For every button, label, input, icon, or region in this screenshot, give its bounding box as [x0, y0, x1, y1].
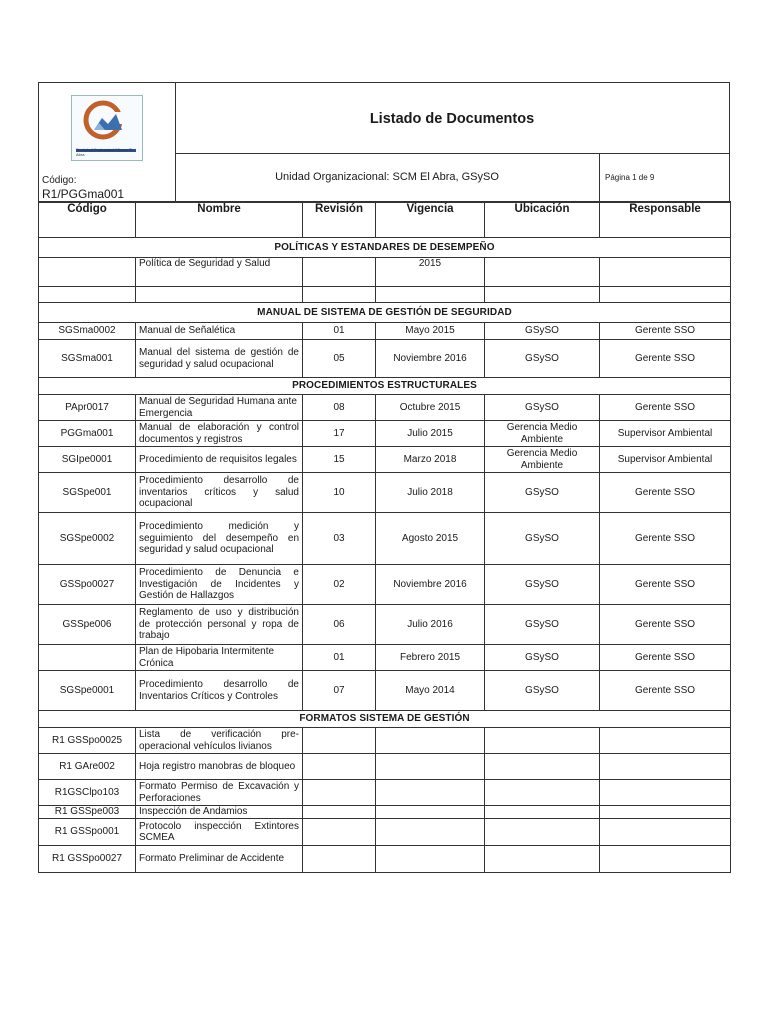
cell-ubicacion — [485, 846, 600, 873]
cell-nombre: Manual del sistema de gestión de seguridad y salud ocupacional — [136, 340, 303, 378]
cell-codigo: R1 GSSpo0027 — [39, 846, 136, 873]
logo-caption: Sociedad Contractual Minera El Abra — [76, 147, 133, 157]
cell-responsable — [600, 754, 731, 780]
cell-revision: 01 — [303, 323, 376, 340]
col-header-responsable: Responsable — [600, 202, 731, 238]
cell-ubicacion: GSySO — [485, 340, 600, 378]
cell-responsable — [600, 780, 731, 806]
table-row — [39, 395, 731, 421]
cell-revision: 05 — [303, 340, 376, 378]
unidad-organizacional: Unidad Organizacional: SCM El Abra, GSySO — [275, 171, 499, 183]
cell-nombre: Política de Seguridad y Salud — [136, 258, 303, 287]
cell-vigencia — [376, 806, 485, 819]
cell-ubicacion: Gerencia Medio Ambiente — [485, 447, 600, 473]
cell-revision: 02 — [303, 565, 376, 605]
cell-nombre: Protocolo inspección Extintores SCMEA — [136, 819, 303, 846]
codigo-value: R1/PGGma001 — [42, 187, 125, 201]
cell-revision — [303, 258, 376, 287]
empty-row — [39, 287, 731, 303]
cell-revision — [303, 846, 376, 873]
section-title: MANUAL DE SISTEMA DE GESTIÓN DE SEGURIDAD — [39, 303, 731, 323]
cell-nombre: Formato Permiso de Excavación y Perforaciones — [136, 780, 303, 806]
cell-responsable: Gerente SSO — [600, 323, 731, 340]
section-row — [39, 303, 731, 323]
table-row — [39, 421, 731, 447]
col-header-vigencia: Vigencia — [376, 202, 485, 238]
cell-nombre: Procedimiento de Denuncia e Investigación de Incidentes y Gestión de Hallazgos — [136, 565, 303, 605]
cell-ubicacion — [485, 754, 600, 780]
section-title: POLÍTICAS Y ESTANDARES DE DESEMPEÑO — [39, 238, 731, 258]
cell-ubicacion: GSySO — [485, 645, 600, 671]
cell-ubicacion: GSySO — [485, 323, 600, 340]
section-row — [39, 238, 731, 258]
section-row — [39, 711, 731, 728]
cell-vigencia — [376, 754, 485, 780]
document-header — [38, 82, 730, 203]
cell-nombre: Plan de Hipobaria Intermitente Crónica — [136, 645, 303, 671]
table-row — [39, 605, 731, 645]
cell-vigencia: Julio 2015 — [376, 421, 485, 447]
cell-vigencia — [376, 846, 485, 873]
cell-vigencia: Mayo 2015 — [376, 323, 485, 340]
cell-ubicacion: GSySO — [485, 565, 600, 605]
cell-vigencia — [376, 780, 485, 806]
cell-responsable: Gerente SSO — [600, 513, 731, 565]
document-title: Listado de Documentos — [369, 111, 535, 127]
cell-responsable: Gerente SSO — [600, 473, 731, 513]
cell-nombre: Hoja registro manobras de bloqueo — [136, 754, 303, 780]
cell-vigencia: 2015 — [376, 258, 485, 287]
cell-nombre: Manual de Señalética — [136, 323, 303, 340]
cell-codigo — [39, 258, 136, 287]
cell-vigencia: Julio 2016 — [376, 605, 485, 645]
codigo-label: Código: — [42, 175, 77, 186]
cell-revision — [303, 806, 376, 819]
cell-nombre: Reglamento de uso y distribución de protección personal y ropa de trabajo — [136, 605, 303, 645]
cell-ubicacion — [485, 258, 600, 287]
cell-vigencia: Agosto 2015 — [376, 513, 485, 565]
cell-ubicacion — [485, 780, 600, 806]
cell-revision: 10 — [303, 473, 376, 513]
cell-nombre: Inspección de Andamios — [136, 806, 303, 819]
table-row — [39, 323, 731, 340]
cell-vigencia: Febrero 2015 — [376, 645, 485, 671]
cell-codigo: SGSma0002 — [39, 323, 136, 340]
cell-codigo: SGSma001 — [39, 340, 136, 378]
cell-responsable: Gerente SSO — [600, 395, 731, 421]
cell-nombre: Manual de elaboración y control documentos y registros — [136, 421, 303, 447]
cell-ubicacion: GSySO — [485, 473, 600, 513]
col-header-codigo: Código — [39, 202, 136, 238]
table-row — [39, 473, 731, 513]
cell-codigo: SGSpe0002 — [39, 513, 136, 565]
cell-codigo: GSSpo0027 — [39, 565, 136, 605]
cell-revision — [303, 819, 376, 846]
page-number: Página 1 de 9 — [605, 173, 655, 182]
cell-responsable: Gerente SSO — [600, 645, 731, 671]
table-row — [39, 645, 731, 671]
unidad-cell — [175, 153, 600, 202]
table-row — [39, 819, 731, 846]
cell-ubicacion — [485, 728, 600, 754]
table-row — [39, 806, 731, 819]
cell-codigo: R1 GAre002 — [39, 754, 136, 780]
cell-codigo: PGGma001 — [39, 421, 136, 447]
col-header-revision: Revisión — [303, 202, 376, 238]
cell-codigo: SGSpe001 — [39, 473, 136, 513]
cell-nombre: Procedimiento desarrollo de inventarios críticos y salud ocupacional — [136, 473, 303, 513]
cell-vigencia — [376, 819, 485, 846]
cell-vigencia: Julio 2018 — [376, 473, 485, 513]
cell-nombre: Formato Preliminar de Accidente — [136, 846, 303, 873]
cell-revision: 06 — [303, 605, 376, 645]
cell-revision: 17 — [303, 421, 376, 447]
cell-revision: 07 — [303, 671, 376, 711]
cell-responsable: Gerente SSO — [600, 565, 731, 605]
cell-revision: 01 — [303, 645, 376, 671]
cell-ubicacion: GSySO — [485, 395, 600, 421]
cell-nombre: Lista de verificación pre-operacional vehículos livianos — [136, 728, 303, 754]
cell-responsable — [600, 819, 731, 846]
document-page — [38, 82, 730, 882]
cell-revision: 08 — [303, 395, 376, 421]
logo-cell — [39, 83, 176, 202]
cell-revision — [303, 754, 376, 780]
cell-revision: 15 — [303, 447, 376, 473]
col-header-ubicacion: Ubicación — [485, 202, 600, 238]
cell-revision — [303, 780, 376, 806]
cell-ubicacion: GSySO — [485, 671, 600, 711]
cell-revision: 03 — [303, 513, 376, 565]
cell-nombre: Manual de Seguridad Humana ante Emergencia — [136, 395, 303, 421]
cell-vigencia: Octubre 2015 — [376, 395, 485, 421]
table-row — [39, 258, 731, 287]
table-header-row — [39, 202, 731, 238]
section-row — [39, 378, 731, 395]
cell-vigencia — [376, 728, 485, 754]
cell-responsable — [600, 846, 731, 873]
cell-nombre: Procedimiento desarrollo de Inventarios Críticos y Controles — [136, 671, 303, 711]
company-logo — [71, 95, 143, 161]
cell-codigo: PApr0017 — [39, 395, 136, 421]
cell-vigencia: Noviembre 2016 — [376, 565, 485, 605]
documents-table — [38, 201, 731, 873]
cell-codigo: R1 GSSpo001 — [39, 819, 136, 846]
cell-responsable: Supervisor Ambiental — [600, 447, 731, 473]
section-title: PROCEDIMIENTOS ESTRUCTURALES — [39, 378, 731, 395]
table-row — [39, 846, 731, 873]
table-row — [39, 671, 731, 711]
cell-responsable: Gerente SSO — [600, 605, 731, 645]
cell-codigo: SGSpe0001 — [39, 671, 136, 711]
cell-codigo: R1 GSSpo0025 — [39, 728, 136, 754]
cell-responsable: Gerente SSO — [600, 340, 731, 378]
cell-ubicacion: GSySO — [485, 605, 600, 645]
table-row — [39, 780, 731, 806]
cell-nombre: Procedimiento de requisitos legales — [136, 447, 303, 473]
cell-codigo — [39, 645, 136, 671]
cell-ubicacion: Gerencia Medio Ambiente — [485, 421, 600, 447]
cell-codigo: GSSpe006 — [39, 605, 136, 645]
table-row — [39, 340, 731, 378]
title-cell — [175, 83, 729, 154]
cell-ubicacion — [485, 806, 600, 819]
table-row — [39, 728, 731, 754]
table-row — [39, 754, 731, 780]
section-title: FORMATOS SISTEMA DE GESTIÓN — [39, 711, 731, 728]
cell-vigencia: Marzo 2018 — [376, 447, 485, 473]
cell-responsable: Supervisor Ambiental — [600, 421, 731, 447]
cell-nombre: Procedimiento medición y seguimiento del desempeño en seguridad y salud ocupacional — [136, 513, 303, 565]
cell-vigencia: Mayo 2014 — [376, 671, 485, 711]
cell-ubicacion: GSySO — [485, 513, 600, 565]
cell-responsable: Gerente SSO — [600, 671, 731, 711]
cell-codigo: SGIpe0001 — [39, 447, 136, 473]
cell-responsable — [600, 728, 731, 754]
cell-ubicacion — [485, 819, 600, 846]
cell-revision — [303, 728, 376, 754]
cell-codigo: R1 GSSpe003 — [39, 806, 136, 819]
cell-codigo: R1GSClpo103 — [39, 780, 136, 806]
col-header-nombre: Nombre — [136, 202, 303, 238]
table-row — [39, 447, 731, 473]
table-row — [39, 513, 731, 565]
cell-vigencia: Noviembre 2016 — [376, 340, 485, 378]
cell-responsable — [600, 258, 731, 287]
cell-responsable — [600, 806, 731, 819]
table-row — [39, 565, 731, 605]
